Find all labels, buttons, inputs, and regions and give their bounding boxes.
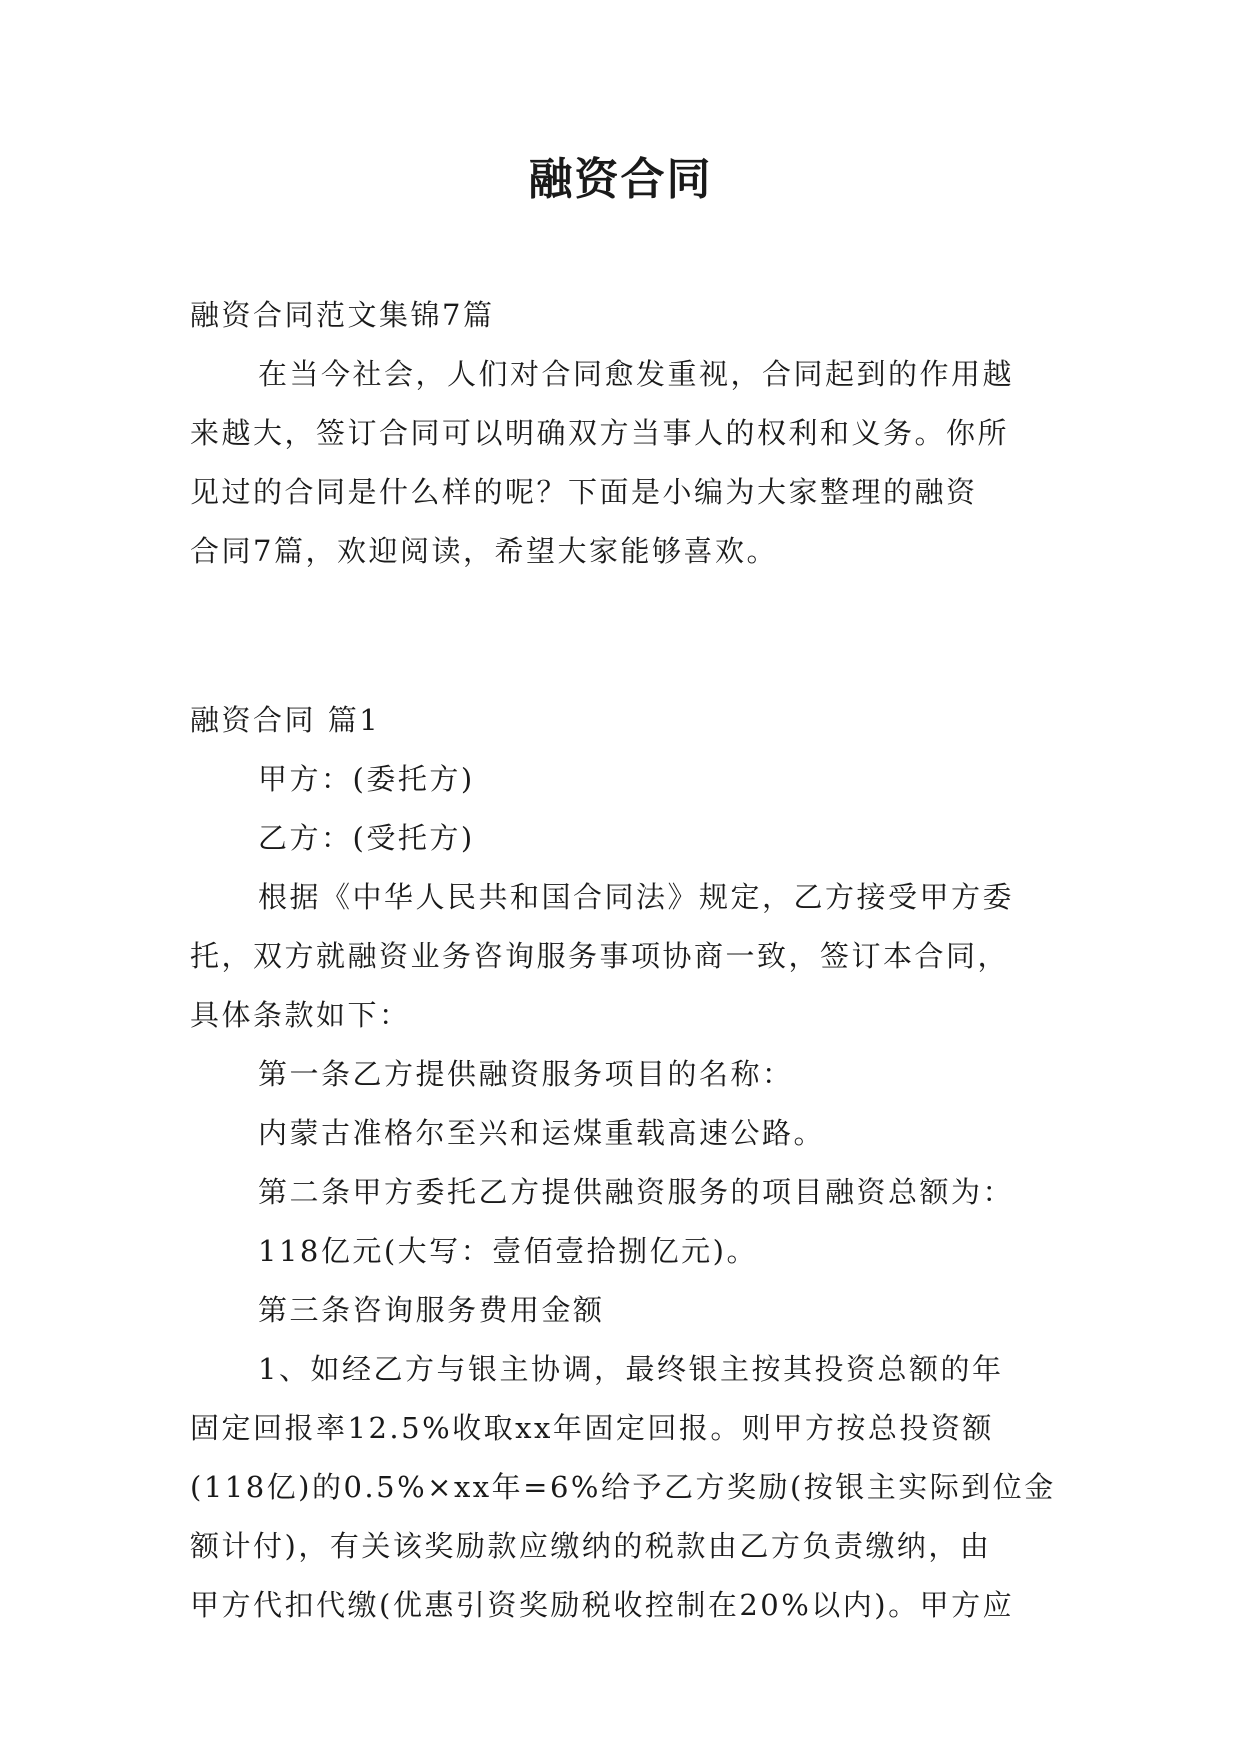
clause-line: 固定回报率12.5%收取xx年固定回报。则甲方按总投资额: [190, 1411, 994, 1445]
clause-line: 额计付)，有关该奖励款应缴纳的税款由乙方负责缴纳，由: [190, 1529, 992, 1563]
contract-basis-line: 根据《中华人民共和国合同法》规定，乙方接受甲方委: [258, 880, 1015, 914]
contract-basis-line: 具体条款如下：: [190, 998, 411, 1032]
intro-line: 来越大，签订合同可以明确双方当事人的权利和义务。你所: [190, 416, 1010, 450]
collection-heading: 融资合同范文集锦7篇: [190, 298, 495, 332]
intro-line: 合同7篇，欢迎阅读，希望大家能够喜欢。: [190, 534, 778, 568]
article-two-line: 118亿元(大写：壹佰壹拾捌亿元)。: [258, 1234, 758, 1268]
clause-line: (118亿)的0.5%×xx年=6%给予乙方奖励(按银主实际到位金: [190, 1470, 1056, 1504]
section-heading: 融资合同 篇1: [190, 703, 381, 737]
article-one-line: 第一条乙方提供融资服务项目的名称：: [258, 1057, 794, 1091]
party-b-line: 乙方：(受托方): [258, 821, 475, 855]
document-body: [190, 286, 1060, 1635]
clause-line: 甲方代扣代缴(优惠引资奖励税收控制在20%以内)。甲方应: [190, 1588, 1015, 1622]
section-spacer: [190, 581, 1060, 691]
party-a-line: 甲方：(委托方): [258, 762, 475, 796]
contract-basis-line: 托，双方就融资业务咨询服务事项协商一致，签订本合同，: [190, 939, 1010, 973]
article-two-line: 第二条甲方委托乙方提供融资服务的项目融资总额为：: [258, 1175, 1015, 1209]
intro-line: 在当今社会，人们对合同愈发重视，合同起到的作用越: [258, 357, 1015, 391]
clause-line: 1、如经乙方与银主协调，最终银主按其投资总额的年: [258, 1352, 1004, 1386]
document-title: 融资合同: [528, 154, 713, 205]
intro-line: 见过的合同是什么样的呢？下面是小编为大家整理的融资: [190, 475, 978, 509]
article-one-line: 内蒙古准格尔至兴和运煤重载高速公路。: [258, 1116, 826, 1150]
article-three-line: 第三条咨询服务费用金额: [258, 1293, 605, 1327]
